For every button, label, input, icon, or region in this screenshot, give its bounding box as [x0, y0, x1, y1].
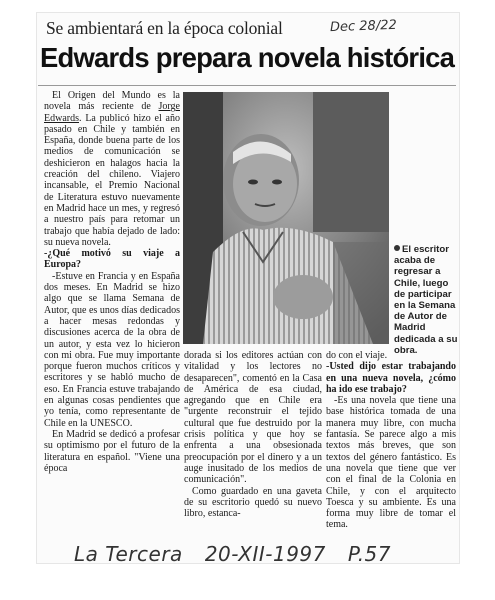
- paragraph-madrid: En Madrid se dedicó a profesar su optimismo por el futuro de la literatura en español. "Viene una época: [44, 428, 180, 474]
- paragraph-drawer: Como guardado en una gaveta de su escritorio quedó su nuevo libro, estanca-: [184, 485, 322, 520]
- author-name: Jorge Edwards: [44, 101, 180, 124]
- handwritten-date-note: Dec 28/22: [329, 17, 398, 36]
- headline: Edwards prepara novela histórica: [40, 42, 455, 73]
- headline-rule: [38, 85, 456, 86]
- handwritten-date: 20-XII-1997: [204, 542, 326, 564]
- paragraph-continuation: dorada si los editores actúan con vitalidad y los lectores no desaparecen", comentó en la Casa de América de esa ciudad, agregando que en Chile era "urgente reconstruir el tejido cultural que fue destruido por la crisis política y que hoy se enfrenta a una obsesionada preocupación por el dinero y a un auge inusitado de los medios de comunicación".: [184, 350, 322, 486]
- intro-text-b: . La publicó hizo el año pasado en Chile y también en España, donde buena parte de los medios de comunicación se deshicieron en halagos hacia la creación del chileno. Viajero incansable, el Premio Nacional de Literatura estuvo nuevamente en Madrid hace un mes, y regresó a nuestro país para retomar un trabajo que había dejado de lado: su nueva novela.: [44, 112, 180, 248]
- article-column-2: [184, 350, 322, 519]
- intro-text-a: El Origen del Mundo es la novela más reciente de: [44, 90, 180, 113]
- paragraph-intro: [44, 90, 180, 248]
- question-2: -Usted dijo estar trabajando en una nueva novela, ¿cómo ha ido ese trabajo?: [326, 361, 456, 395]
- kicker: Se ambientará en la época colonial: [46, 18, 283, 38]
- handwritten-source-note: [74, 542, 413, 564]
- question-1: -¿Qué motivó su viaje a Europa?: [44, 248, 180, 271]
- author-portrait-image: [183, 92, 389, 344]
- photo-caption-text: El escritor acaba de regresar a Chile, luego de participar en la Semana de Autor de Madrid dedicada a su obra.: [394, 244, 458, 356]
- answer-2: -Es una novela que tiene una base histórica tomada de una manera muy libre, con mucha fantasía. Se parece algo a mis textos más breves, que son textos del género fantástico. Es una novela que tiene que ver con el final de la Colonia en Chile, y con el arquitecto Toesca y su ambiente. Es una forma muy libre de tomar el tema.: [326, 395, 456, 531]
- article-column-1: [44, 90, 180, 474]
- article-column-3: [326, 350, 456, 531]
- author-photo: [183, 92, 389, 344]
- handwritten-source: La Tercera: [74, 542, 183, 564]
- handwritten-page: P.57: [347, 542, 392, 564]
- paragraph-continuation-2: do con el viaje.: [326, 350, 388, 361]
- answer-1: -Estuve en Francia y en España dos meses. En Madrid se hizo algo que se llama Semana de Autor, que es unos días dedicados a hacer mesas redondas y discusiones acerca de la obra de un autor, y esta vez lo hicieron con mi obra. Fue muy importante porque fueron muchos críticos y escritores y se habló mucho de eso. En Francia estuve trabajando en algunas cosas pendientes que yo tenía, como representante de Chile en la UNESCO.: [44, 270, 180, 429]
- photo-caption: [394, 244, 458, 356]
- newspaper-clipping: [36, 12, 460, 564]
- bullet-icon: [394, 245, 400, 251]
